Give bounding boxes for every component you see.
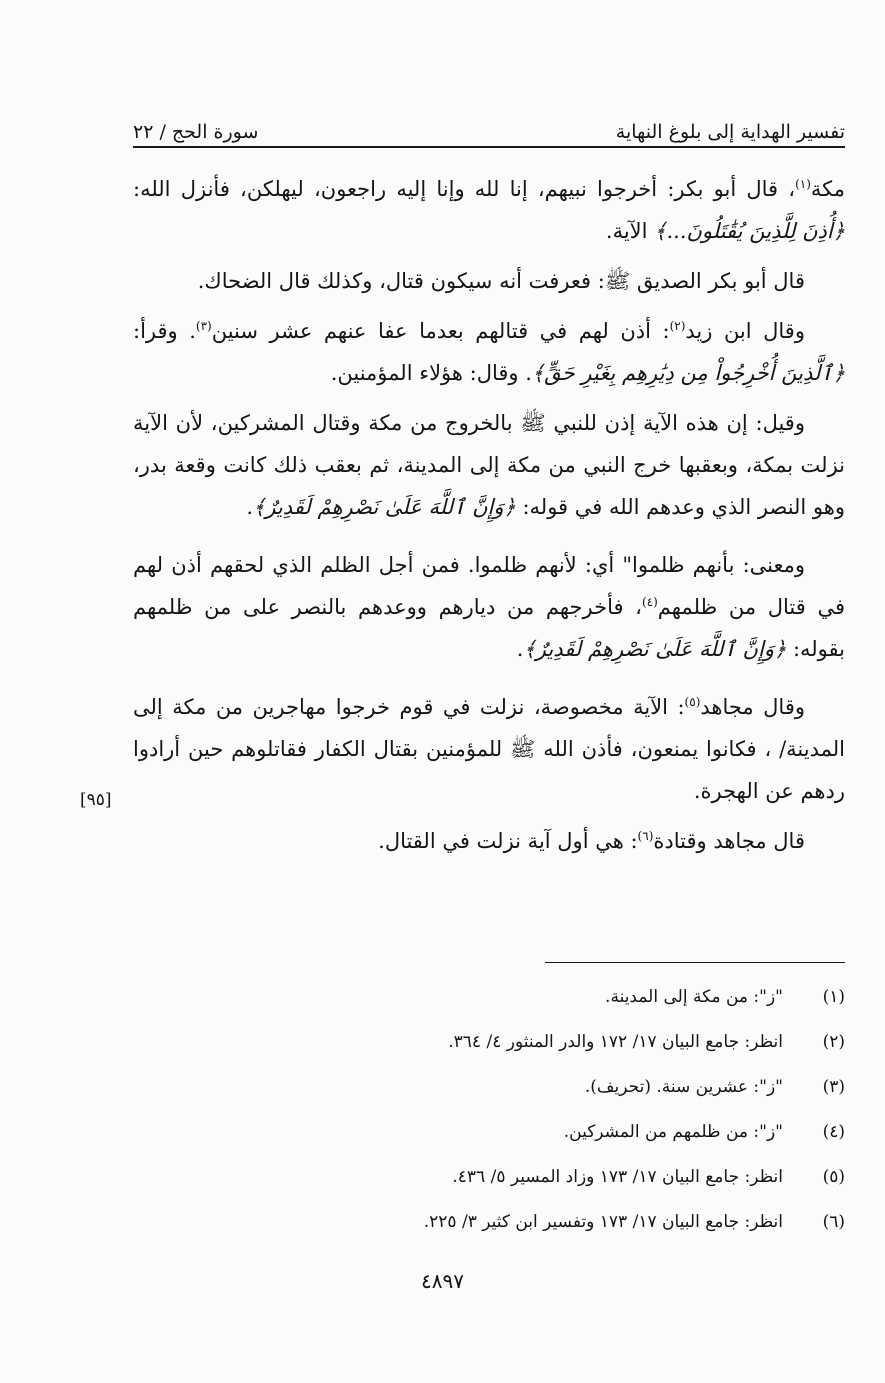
footnote-ref-4[interactable]: (٤) <box>641 595 658 609</box>
paragraph-4 <box>133 402 845 528</box>
footnote-text: انظر: جامع البيان ١٧/ ١٧٣ وزاد المسير ٥/ ٤٣٦. <box>452 1167 783 1187</box>
text-run: ومعنى: بأنهم ظلموا" أي: لأنهم ظلموا. فمن أجل الظلم الذي لحقهم أذن لهم في قتال من ظلمهم <box>133 553 845 619</box>
footnote-ref-1[interactable]: (١) <box>795 177 811 191</box>
text-run: : أذن لهم في قتالهم بعدما عفا عنهم عشر سنين <box>211 319 670 343</box>
paragraph-6 <box>133 686 845 812</box>
text-run: . <box>516 637 524 661</box>
quran-quote: ﴿وَإِنَّ ٱللَّهَ عَلَىٰ نَصْرِهِمْ لَقَدِيرٌ﴾ <box>523 637 787 661</box>
footnote-4 <box>133 1119 845 1145</box>
paragraph-7 <box>133 820 845 862</box>
text-run: : هي أول آية نزلت في القتال. <box>378 829 638 853</box>
text-run: . <box>246 495 254 519</box>
page-number: ٤٨٩٧ <box>421 1269 464 1293</box>
text-run: . وقال: هؤلاء المؤمنين. <box>330 361 532 385</box>
text-run: الآية. <box>605 219 655 243</box>
text-run: قال مجاهد وقتادة <box>653 829 805 853</box>
footnote-number: (٢) <box>822 1032 845 1052</box>
footnote-number: (٣) <box>822 1077 845 1097</box>
paragraph-3 <box>133 310 845 394</box>
book-title: تفسير الهداية إلى بلوغ النهاية <box>615 121 845 143</box>
footnote-number: (٦) <box>822 1212 845 1232</box>
paragraph-1 <box>133 168 845 252</box>
footnote-ref-6[interactable]: (٦) <box>637 829 654 843</box>
footnote-text: انظر: جامع البيان ١٧/ ١٧٣ وتفسير ابن كثير ٣/ ٢٢٥. <box>423 1212 783 1232</box>
text-run: . وقرأ: <box>133 319 196 343</box>
footnote-ref-5[interactable]: (٥) <box>684 695 701 709</box>
quran-quote: ﴿وَإِنَّ ٱللَّهَ عَلَىٰ نَصْرِهِمْ لَقَدِيرٌ﴾ <box>253 495 516 519</box>
paragraph-2: قال أبو بكر الصديق ﷺ: فعرفت أنه سيكون قتال، وكذلك قال الضحاك. <box>197 269 805 293</box>
quran-quote: ﴿ٱلَّذِينَ أُخْرِجُواْ مِن دِيَٰرِهِم بِغَيْرِ حَقٍّ﴾ <box>531 361 845 385</box>
header-rule <box>133 146 845 148</box>
footnote-1 <box>133 984 845 1010</box>
text-run: مكة <box>810 177 845 201</box>
quran-quote: ﴿أُذِنَ لِلَّذِينَ يُقَٰتَلُونَ...﴾ <box>654 219 845 243</box>
footnote-6 <box>133 1209 845 1235</box>
footnote-number: (١) <box>822 987 845 1007</box>
paragraph-5 <box>133 544 845 670</box>
text-run: وقيل: إن هذه الآية إذن للنبي ﷺ بالخروج من مكة وقتال المشركين، لأن الآية نزلت بمكة، وبعقبها خرج النبي من مكة إلى المدينة، ثم بعقب ذلك كانت وقعة بدر، وهو النصر الذي وعدهم الله في قوله: <box>133 411 845 519</box>
footnote-2 <box>133 1029 845 1055</box>
text-run: وقال ابن زيد <box>685 319 805 343</box>
footnotes <box>133 984 845 1254</box>
footnote-number: (٤) <box>822 1122 845 1142</box>
footnote-ref-2[interactable]: (٢) <box>669 319 686 333</box>
footnote-text: "ز": من مكة إلى المدينة. <box>605 987 783 1007</box>
manuscript-folio-marker: [٩٥] <box>80 790 112 810</box>
footnote-3 <box>133 1074 845 1100</box>
footnote-text: "ز": من ظلمهم من المشركين. <box>563 1122 783 1142</box>
surah-reference: سورة الحج / ٢٢ <box>133 121 259 143</box>
running-header <box>133 108 845 144</box>
text-run: ، قال أبو بكر: أخرجوا نبيهم، إنا لله وإنا إليه راجعون، ليهلكن، فأنزل الله: <box>133 177 796 201</box>
text-run: : الآية مخصوصة، نزلت في قوم خرجوا مهاجرين من مكة إلى المدينة/ ، فكانوا يمنعون، فأذن الله ﷺ للمؤمنين بقتال الكفار فقاتلوهم حين أرادوا ردهم عن الهجرة. <box>133 695 845 803</box>
main-text <box>133 168 845 878</box>
footnote-rule <box>545 962 845 963</box>
footnote-text: "ز": عشرين سنة. (تحريف). <box>584 1077 783 1097</box>
footnote-number: (٥) <box>822 1167 845 1187</box>
footnote-text: انظر: جامع البيان ١٧/ ١٧٢ والدر المنثور ٤/ ٣٦٤. <box>448 1032 783 1052</box>
text-run: وقال مجاهد <box>700 695 806 719</box>
footnote-5 <box>133 1164 845 1190</box>
footnote-ref-3[interactable]: (٣) <box>195 319 212 333</box>
text-run: ، فأخرجهم من ديارهم ووعدهم بالنصر على من ظلمهم بقوله: <box>133 595 845 661</box>
